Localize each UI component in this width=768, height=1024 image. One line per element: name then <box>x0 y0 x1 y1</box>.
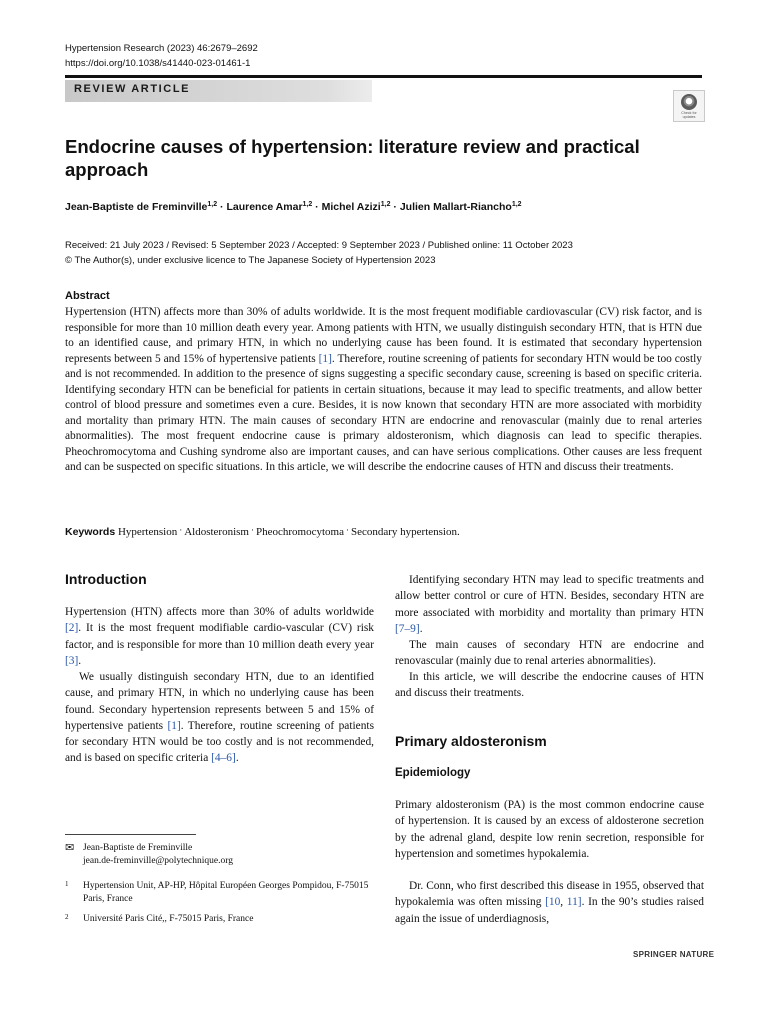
affiliation-number: 1 <box>65 880 69 888</box>
paragraph-text: . In the 90’s studies raised again the issue of underdiagnosis, <box>395 896 704 925</box>
keyword-separator: · <box>250 525 254 535</box>
keywords <box>65 525 460 538</box>
journal-citation: Hypertension Research (2023) 46:2679–2692 <box>65 43 258 54</box>
citation-link[interactable]: [1] <box>318 352 332 365</box>
keyword: Secondary hypertension. <box>350 526 460 538</box>
author-affiliation: 1,2 <box>207 201 218 208</box>
doi-link[interactable]: https://doi.org/10.1038/s41440-023-01461-1 <box>65 58 251 69</box>
keyword-separator: · <box>179 525 183 535</box>
article-type-label: REVIEW ARTICLE <box>74 83 191 95</box>
crossmark-text: Check for updates <box>681 111 697 119</box>
paragraph <box>395 637 704 670</box>
keywords-label: Keywords <box>65 526 116 538</box>
paragraph <box>65 604 374 669</box>
affiliation-text: Université Paris Cité,, F-75015 Paris, France <box>83 914 254 924</box>
keyword-list <box>118 526 460 538</box>
paragraph <box>395 878 704 927</box>
paragraph-text: In this article, we will describe the endocrine causes of HTN and discuss their treatments. <box>395 671 704 700</box>
header-rule <box>65 75 702 78</box>
check-for-updates-button[interactable] <box>673 90 705 122</box>
citation-link[interactable]: [7–9] <box>395 622 420 635</box>
citation-link[interactable]: 11] <box>566 896 582 909</box>
author-affiliation: 1,2 <box>511 201 522 208</box>
abstract-heading: Abstract <box>65 290 110 302</box>
paragraph-text: , <box>560 896 567 909</box>
affiliation-number: 2 <box>65 913 69 921</box>
author-separator: · <box>312 201 322 213</box>
crossmark-icon <box>681 94 697 110</box>
subsection-heading-epidemiology: Epidemiology <box>395 767 471 779</box>
paragraph <box>395 572 704 637</box>
paragraph-text: . Therefore, routine screening of patients for secondary HTN would be too costly and is not recommended, and is based on specific criteria <box>65 719 374 765</box>
paragraph-text: . <box>78 654 82 667</box>
copyright-line: © The Author(s), under exclusive licence to The Japanese Society of Hypertension 2023 <box>65 254 436 266</box>
publisher-logo: SPRINGER NATURE <box>633 950 715 959</box>
article-type-banner <box>65 80 372 102</box>
author-list <box>65 201 522 213</box>
paragraph-text: The main causes of secondary HTN are endocrine and renovascular (mainly due to renal arteries abnormalities). <box>395 639 704 668</box>
author-name[interactable]: Michel Azizi <box>321 201 381 213</box>
author-name[interactable]: Laurence Amar <box>226 201 303 213</box>
keyword: Aldosteronism <box>184 526 249 538</box>
corresponding-author-name: Jean-Baptiste de Freminville <box>83 843 193 853</box>
paragraph-text: . It is the most frequent modifiable cardio-vascular (CV) risk factor, and is responsible for more than 10 million death every year <box>65 622 374 651</box>
corresponding-author-email[interactable]: jean.de-freminville@polytechnique.org <box>83 856 233 866</box>
paragraph-text: . <box>419 622 423 635</box>
article-title: Endocrine causes of hypertension: literature review and practical approach <box>65 136 640 180</box>
keyword: Hypertension <box>117 526 178 538</box>
history-dates: Received: 21 July 2023 / Revised: 5 September 2023 / Accepted: 9 September 2023 / Published online: 11 October 2023 <box>65 240 573 251</box>
paragraph <box>395 797 704 862</box>
keyword: Pheochromocytoma <box>255 526 344 538</box>
citation-link[interactable]: [3] <box>65 654 79 667</box>
author-affiliation: 1,2 <box>380 201 391 208</box>
author-affiliation: 1,2 <box>302 201 313 208</box>
author-separator: · <box>217 201 227 213</box>
paragraph <box>395 669 704 702</box>
paragraph <box>65 669 374 767</box>
paragraph-text: Hypertension (HTN) affects more than 30% of adults worldwide <box>65 606 374 618</box>
paragraph-text: Identifying secondary HTN may lead to specific treatments and allow better control or cure of HTN. Besides, secondary HTN are more associated with morbidity and mortality than primary HTN <box>395 574 704 619</box>
paragraph-text: . <box>235 752 239 765</box>
section-heading-introduction: Introduction <box>65 571 147 587</box>
author-name[interactable]: Julien Mallart-Riancho <box>399 201 512 213</box>
paragraph-text: Dr. Conn, who first described this disease in 1955, observed that hypokalemia was often missing <box>395 880 704 909</box>
affiliation-text: Hypertension Unit, AP-HP, Hôpital Européen Georges Pompidou, F-75015 Paris, France <box>83 881 369 904</box>
citation-link[interactable]: [4–6] <box>211 752 236 765</box>
journal-header <box>65 41 258 71</box>
paragraph-text: We usually distinguish secondary HTN, due to an identified cause, and primary HTN, in which no underlying cause has been found. Secondary hypertension represents between 5 and 15% of hypertensive patients <box>65 671 374 732</box>
section-heading-primary-aldosteronism: Primary aldosteronism <box>395 733 547 749</box>
author-name[interactable]: Jean-Baptiste de Freminville <box>65 201 208 213</box>
citation-link[interactable]: [1] <box>167 719 181 732</box>
footnote-rule <box>65 834 196 835</box>
abstract-text: Hypertension (HTN) affects more than 30% of adults worldwide. It is the most frequent modifiable cardiovascular (CV) risk factor, and is responsible for more than 10 million death every year. Among patients with HTN, we usually distinguish secondary HTN, that is HTN due to an identified cause, and primary HTN, in which no underlying cause has been found. It is estimated that secondary hypertension represents between 5 and 15% of hypertensive patients [1]. Therefore, routine screening of patients for secondary HTN would be too costly and is not recommended. In addition to the presence of signs suggesting a specific secondary cause, screening is based on specific criteria. Identifying secondary HTN can be beneficial for patients in certain situations, because it may lead to specific treatments, and allow better control of blood pressure and sometimes even a cure. Besides, it is now known that secondary HTN are more associated with morbidity and mortality than primary HTN. The main causes of secondary HTN are endocrine and renovascular (mainly due to renal arteries abnormalities). The most frequent endocrine cause is primary aldosteronism, which diagnosis can lead to specific therapies. Pheochromocytoma and Cushing syndrome also are important causes, and can have serious complications. Other causes are less frequent and can be suspected on specific situations. In this article, we will describe the endocrine causes of HTN and discuss their treatments. <box>65 306 702 473</box>
author-separator: · <box>390 201 400 213</box>
paragraph-text: Primary aldosteronism (PA) is the most common endocrine cause of hypertension. It is caused by an excess of aldosterone secretion by the adrenal gland, despite low renin secretion, responsible for hypertension and sometimes hypokalemia. <box>395 799 704 860</box>
citation-link[interactable]: [10 <box>545 896 561 909</box>
article-dates <box>65 239 573 268</box>
citation-link[interactable]: [2] <box>65 622 79 635</box>
keyword-separator: · <box>345 525 349 535</box>
envelope-icon: ✉ <box>65 842 75 854</box>
